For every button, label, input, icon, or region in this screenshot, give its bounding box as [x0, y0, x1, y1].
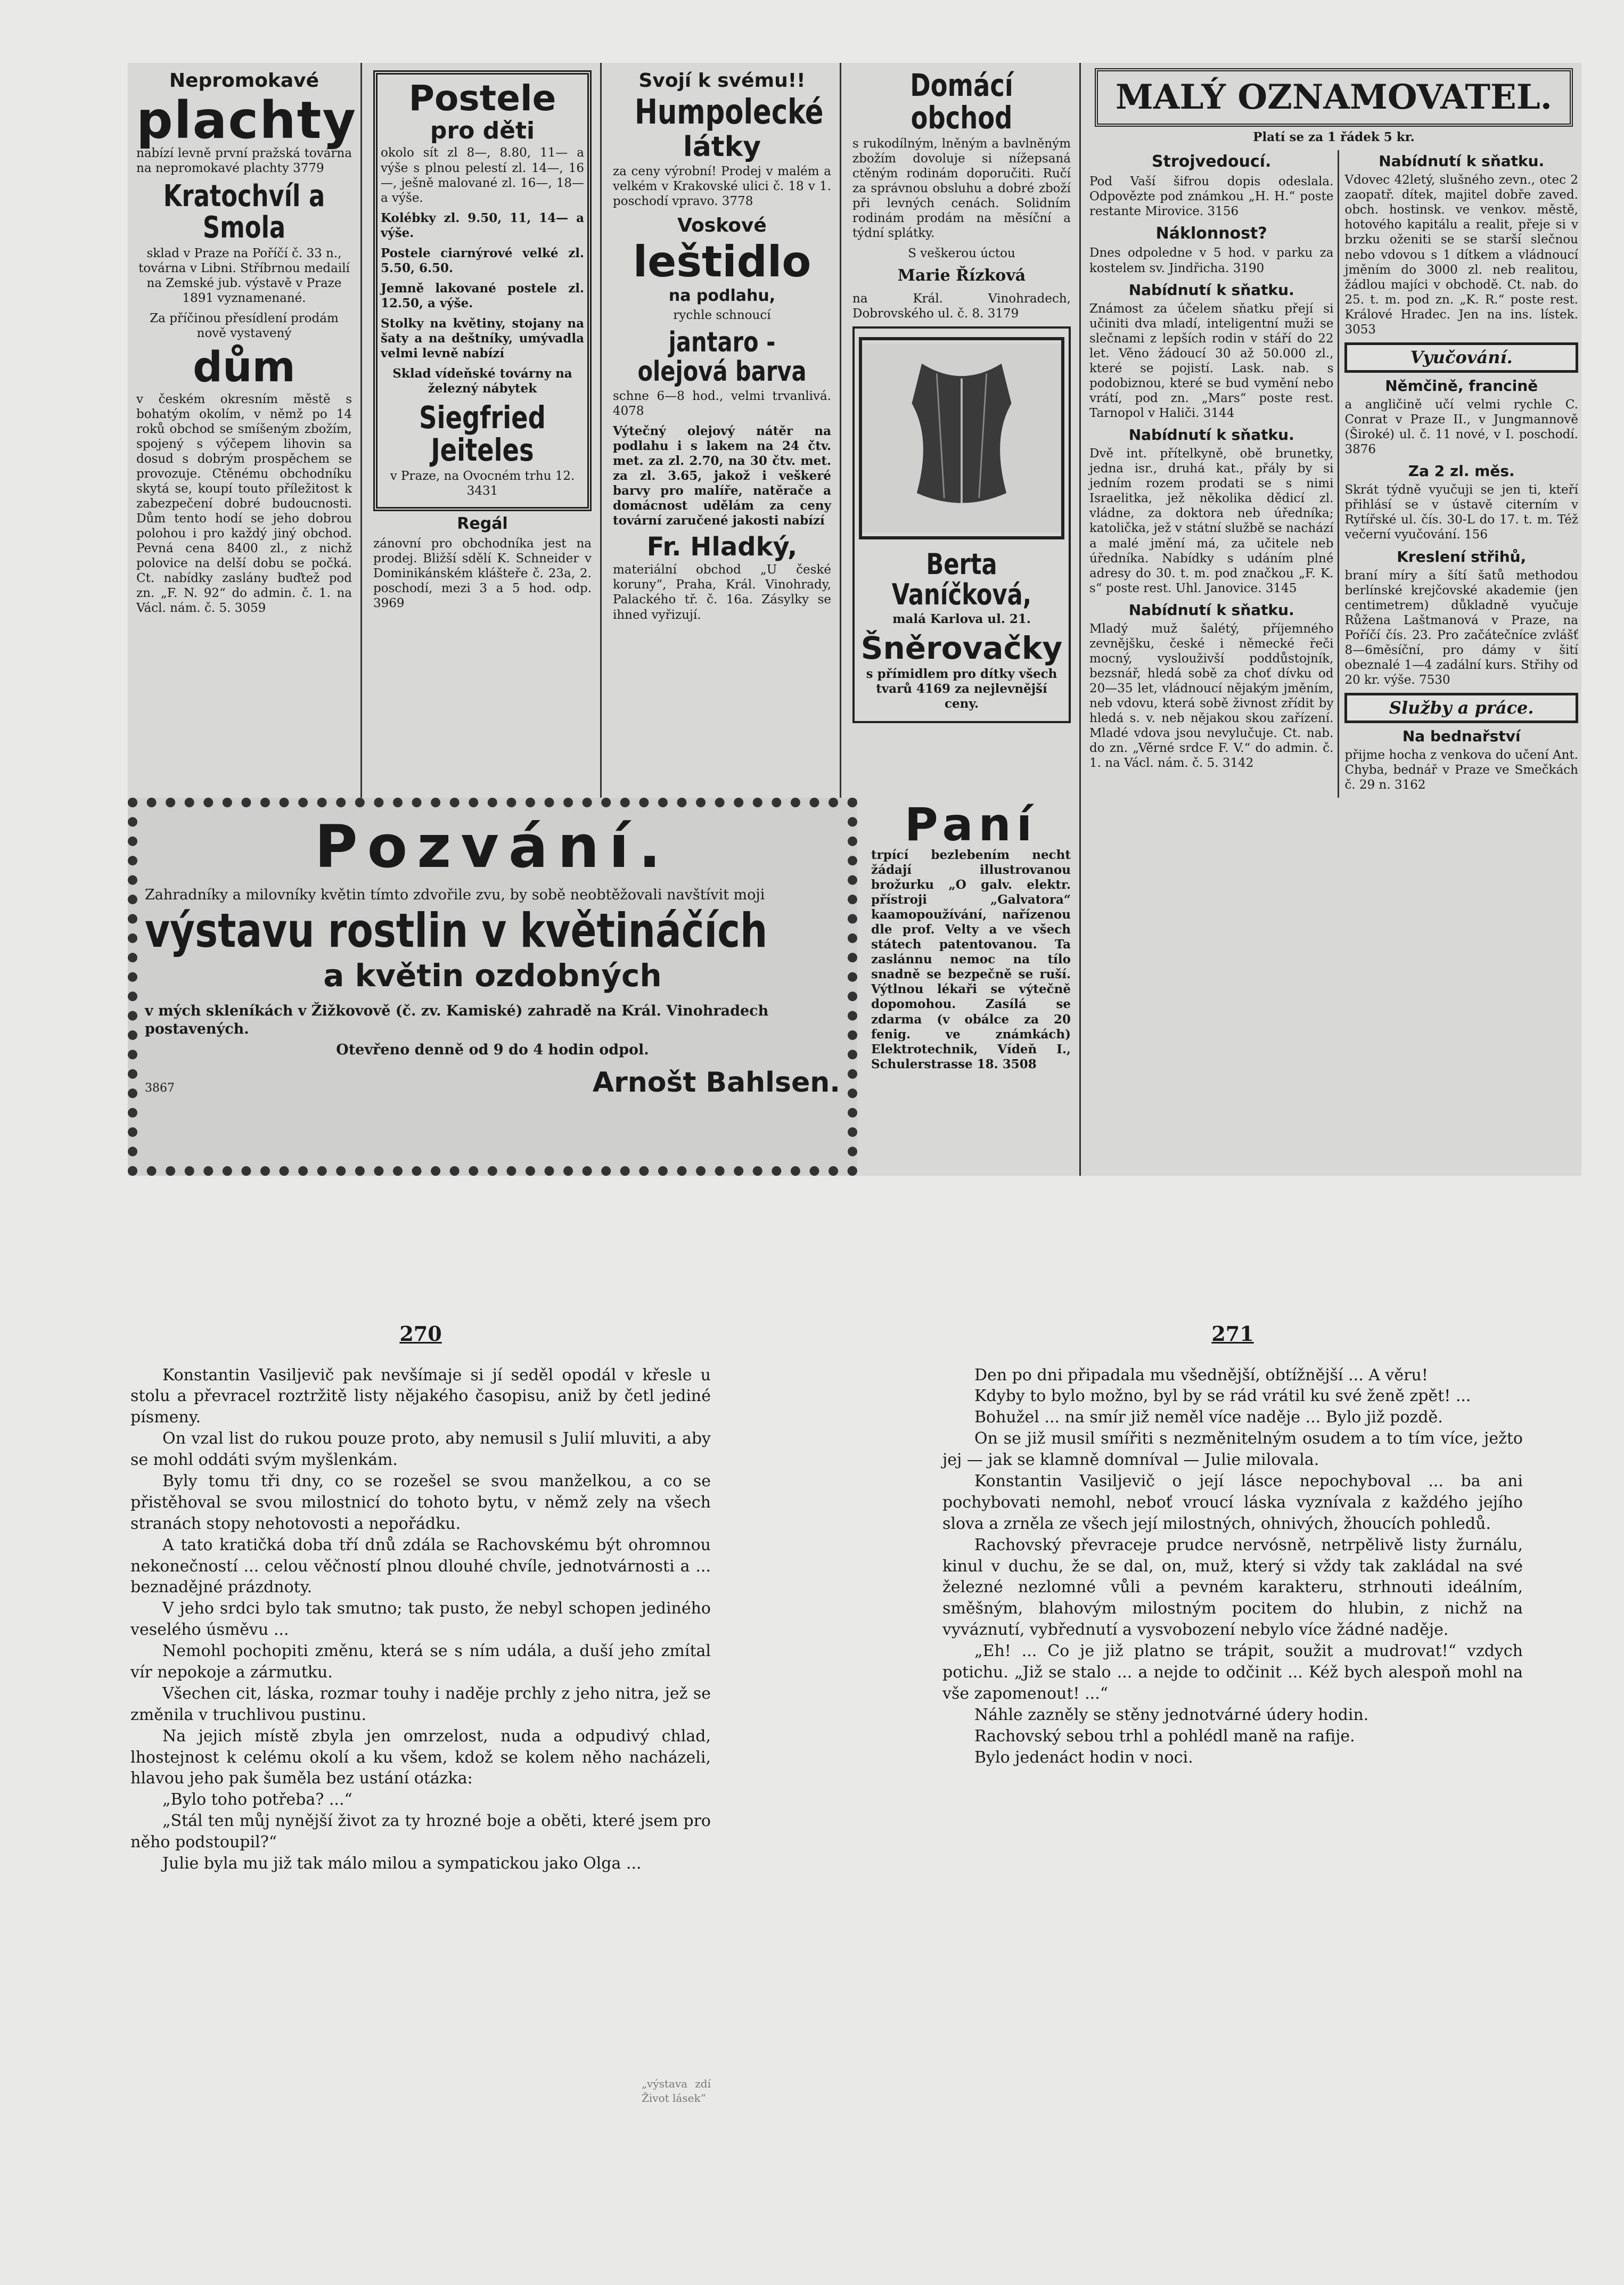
nemcine-title: Němčině, francině — [1385, 376, 1538, 395]
page-left-paragraph: Všechen cit, láska, rozmar touhy i naděje prchly z jeho nitra, jež se změnila v truchlivou pustinu. — [130, 1684, 711, 1724]
pozvani-sub: a květin ozdobných — [323, 957, 662, 994]
maly-oznamovatel-col-left — [1089, 150, 1339, 798]
humpolecke-heading: Humpolecké — [635, 92, 824, 132]
page-number-left: 270 — [399, 1322, 442, 1346]
kresleni-text: braní míry a šítí šatů methodou berlínské krejčovské akademie (jen centimetrem) důkladně vyučuje Růžena Laštmanová v Praze, na Poříčí čís. 23. Pro začátečníce zvlášť 8—6měsíční, pro dámy v šití obeznalé 1—4 zadální kurs. Střihy od 20 kr. výše. 7530 — [1344, 568, 1578, 687]
advertisement-section — [128, 63, 1581, 1176]
pozvani-text: v mých skleníkách v Žižkovově (č. zv. Kamiské) zahradě na Král. Vinohradech postavených. — [145, 1002, 769, 1037]
domaci-heading: Domácí obchod — [910, 67, 1013, 136]
page-right-paragraph: Konstantin Vasiljevič o její lásce nepochyboval ... ba ani pochybovati nemohl, neboť vroucí láska vyznívala z každého jejího slova a zrněla ze všech její milostných, ohnivých, žhoucích pohledů. — [942, 1471, 1523, 1533]
pozvani-title: Pozvání. — [315, 813, 670, 881]
corset-icon — [859, 337, 1064, 539]
pozvani-num: 3867 — [145, 1082, 175, 1095]
page-right-paragraph: Rachovský sebou trhl a pohlédl maně na rafije. — [974, 1726, 1355, 1746]
bednarstvi-text: přijme hocha z venkova do učení Ant. Chyba, bednář v Praze ve Smečkách č. 29 n. 3162 — [1344, 748, 1578, 792]
vyucovani-heading: Vyučování. — [1344, 342, 1578, 373]
page-right-paragraph: Náhle zazněly se stěny jednotvárné údery hodin. — [974, 1705, 1369, 1724]
domaci-name: Marie Řízková — [897, 266, 1026, 285]
nabidnuti3-title: Nabídnutí k sňatku. — [1128, 601, 1294, 619]
page-right — [942, 1321, 1523, 1768]
ad-column-plachty — [128, 63, 362, 798]
page-left — [130, 1321, 711, 2104]
rychle-text: rychle schnoucí — [673, 308, 771, 323]
strojvedouci-title: Strojvedoucí. — [1152, 152, 1272, 171]
page-left-paragraph: Konstantin Vasiljevič pak nevšímaje si jí seděl opodál v křesle u stolu a převracel roztržitě listy nějakého časopisu, aniž by četl jediné písmeny. — [130, 1365, 711, 1427]
maly-oznamovatel-col-right — [1344, 150, 1578, 798]
postele-jemne: Jemně lakované postele zl. 12.50, a výše. — [381, 281, 584, 310]
postele-firm: Siegfried Jeiteles — [419, 399, 546, 469]
humpolecke-sub: látky — [683, 131, 761, 163]
page-left-paragraph: „Stál ten můj nynější život za ty hrozné boje a oběti, které jsem pro něho podstoupil?“ — [130, 1812, 711, 1852]
plachty-firm: Kratochvíl a Smola — [163, 179, 325, 245]
page-left-paragraph: A tato kratičká doba tří dnů zdála se Rachovskému být ohromnou nekonečností ... celou věčností plnou dlouhé chvíle, jednotvárnosti a ... beznadějné prázdnoty. — [130, 1535, 711, 1597]
page-left-paragraph: Na jejich místě zbyla jen omrzelost, nuda a odpudivý chlad, lhostejnost k celému okolí a ku všem, kdož se kolem něho nacházeli, hlavou jeho pak šuměla bez ustání otázka: — [130, 1726, 711, 1788]
regal-title: Regál — [457, 514, 508, 534]
regal-text: zánovní pro obchodníka jest na prodej. Bližší sdělí K. Schneider v Dominikánském klášteře č. 23a, 2. poschodí, mezi 3 a 5 hod. odp. 3969 — [373, 536, 592, 610]
plachty-text: nabízí levně první pražská továrna na nepromokavé plachty 3779 — [136, 146, 352, 175]
domaci-greeting: S veškerou úctou — [908, 247, 1015, 261]
jantar-heading: jantaro - olejová barva — [637, 326, 807, 388]
pani-text: trpící bezlebením necht žádají illustrovanou brožurku „O galv. elektr. přístroji „Galvatora“ kaamopoužívání, nařízenou dle prof. Velty a ve všech státech patentovanou. Ta zaslánnu nemoc na tílo snadně se bezpečně se ruší. Výtlnou lékaři se výtečně dopomohou. Zasílá se zdarma (v obálce za 20 fenig. ve známkách) Elektrotechnik, Vídeň I., Schulerstrasse 18. 3508 — [871, 848, 1071, 1071]
nemcine-text: a angličině učí velmi rychle C. Conrat v Praze II., v Jungmannově (Široké) ul. č. 11 nové, v I. poschodí. 3876 — [1344, 397, 1578, 457]
page-left-paragraph: „Bylo toho potřeba? ...“ — [162, 1790, 352, 1809]
maly-oznamovatel-heading: MALÝ OZNAMOVATEL. — [1095, 68, 1573, 127]
postele-heading: Postele — [408, 78, 556, 119]
hladky-address: materiální obchod „U české koruny“, Praha, Král. Vinohrady, Palackého tř. č. 16a. Zásylky se ihned vyřizují. — [613, 563, 831, 622]
pozvani-big: výstavu rostlin v květináčích — [145, 903, 768, 958]
postele-calnyrove: Postele ciarnýrové velké zl. 5.50, 6.50. — [381, 245, 584, 275]
ad-column-domaci — [844, 63, 1081, 798]
page-right-paragraph: On se již musil smířiti s nezměnitelným osudem a to tím více, ježto jej — jak se klamně domníval — Julie milovala. — [942, 1429, 1523, 1470]
page-right-paragraph: Den po dni připadala mu všednější, obtížnější ... A věru! — [974, 1365, 1428, 1385]
pozvani-signature: Arnošt Bahlsen. — [592, 1067, 840, 1099]
ad-column-humpolecke — [604, 63, 841, 798]
page-left-paragraph: Byly tomu tři dny, co se rozešel se svou manželkou, a co se přistěhoval se svou milostnicí do tohoto bytu, v němž zely na všech stranách stopy nehotovosti a nepořádku. — [130, 1471, 711, 1533]
page-caption: „výstava zdí Život lásek“ — [642, 2077, 711, 2104]
pani-ad — [863, 798, 1081, 1176]
ad-column-postele — [365, 63, 602, 798]
house-intro: Za příčinou přesídlení prodám nově vystavený — [150, 311, 339, 340]
snerovacky-heading: Šněrovačky — [860, 630, 1063, 667]
nabidnuti2-title: Nabídnutí k sňatku. — [1128, 426, 1294, 444]
berta-address: malá Karlova ul. 21. — [892, 612, 1031, 627]
postele-sub: pro děti — [430, 117, 535, 145]
page-right-paragraph: Bylo jedenáct hodin v noci. — [974, 1748, 1193, 1767]
postele-text: okolo sít zl 8—, 8.80, 11— a výše s plnou pelestí zl. 14—, 16—, ješně malované zl. 16—, 18— a výše. — [381, 146, 584, 205]
hladky-firm: Fr. Hladký, — [646, 531, 798, 562]
domaci-text: s rukodílným, lněným a bavlněným zbožím dovoluje si nížepsaná ctěným rodinám doporučiti. Ručí za správnou obsluhu a dobré zboží při levných cenách. Solidním rodinám prodám na měsíční a týdní splátky. — [852, 136, 1071, 241]
page-right-paragraph: Bohužel ... na smír již neměl více naděje ... Bylo již pozdě. — [974, 1408, 1443, 1427]
postele-sklad: Sklad vídeňské továrny na železný nábytek — [392, 366, 572, 396]
vosk-big: leštidlo — [633, 236, 811, 286]
house-text: v českém okresním městě s bohatým okolím, v němž po 14 roků obchod se smíšeným zbožím, spojený s výčepem lihovin sa dosud s dobrým prospěchem se provozuje. Ctěnému obchodníku skytá se, koupí touto příležitost k zabezpečení dobré budoucnosti. Dům tento hodí se jeho dobrou polohou i pro každý jiný obchod. Pevná cena 8400 zl., z nichž polovice na delší dobu se počká. Ct. nabídky zaslány buďtež pod zn. „F. N. 92“ do admin. č. 1. na Václ. nám. č. 5. 3059 — [136, 392, 352, 616]
nabidnuti3-text: Mladý muž šalétý, příjemného zevnějšku, české i německé řeči mocný, vyslouživší poddůstojník, bezsnář, hledá sobě za choť dívku od 20—35 let, vládnoucí nějakým jměním, neb vdovu, která sobě živnost zřídit by hledá s. v. neb nějakou skou zařízení. Mladé vdova jsou nevylučuje. Ct. nab. do zn. „Věrné srdce F. V.“ do admin. č. 1. na Václ. nám. č. 5. 3142 — [1089, 621, 1334, 771]
page-left-paragraph: V jeho srdci bylo tak smutno; tak pusto, že nebyl schopen jediného veselého úsměvu ... — [130, 1599, 711, 1640]
nabidnuti4-text: Vdovec 42letý, slušného zevn., otec 2 zaopatř. dítek, majitel dobře zaved. obch. hostinsk. ve venkov. městě, hotového kapitálu a realit, přeje si v brzku oženiti se se starší slečnou nebo vdovou s 1 dítkem a vládnoucí jměním do 3000 zl. neb realitou, žádlou majíci v obchodě. Ct. nab. do 25. t. m. pod zn. „K. R.“ poste rest. Králové Hradec. Jen na ins. lístek. 3053 — [1344, 173, 1578, 337]
domaci-address: na Král. Vinohradech, Dobrovského ul. č. 8. 3179 — [852, 291, 1071, 321]
nabidnuti1-title: Nabídnutí k sňatku. — [1128, 281, 1294, 299]
pozvani-intro: Zahradníky a milovníky květin tímto zdvořile zvu, by sobě neobtěžovali navštívit moji — [145, 887, 765, 903]
strojvedouci-text: Pod Vaší šifrou dopis odeslala. Odpovězte pod známkou „H. H.“ poste restante Mirovice. 3156 — [1089, 174, 1334, 218]
bednarstvi-title: Na bednařství — [1402, 727, 1521, 746]
humpolecke-heading-small: Svojí k svému!! — [638, 70, 806, 92]
postele-address: v Praze, na Ovocném trhu 12. 3431 — [390, 469, 575, 498]
za2-text: Skrát týdně vyučuji se jen ti, kteří přihlásí se v ústavě citerním v Rytířské ul. čís. 30-L do 17. t. m. Též večerní vyučování. 156 — [1344, 483, 1578, 542]
page-number-right: 271 — [1211, 1322, 1254, 1346]
page-left-paragraph: Nemohl pochopiti změnu, která se s ním udála, a duší jeho zmítal vír nepokoje a zármutku. — [130, 1642, 711, 1682]
pozvani-ad — [128, 798, 857, 1176]
sluzby-heading: Služby a práce. — [1344, 693, 1578, 723]
naklonnost-text: Dnes odpoledne v 5 hod. v parku za kostelem sv. Jindřicha. 3190 — [1089, 246, 1334, 275]
plachty-heading-small: Nepromokavé — [169, 70, 319, 92]
kresleni-title: Kreslení střihů, — [1397, 547, 1527, 566]
naklonnost-title: Náklonnost? — [1155, 224, 1267, 243]
plachty-heading: plachty — [136, 90, 357, 150]
pani-title: Paní — [904, 798, 1038, 851]
za2-title: Za 2 zl. měs. — [1408, 462, 1515, 480]
page-right-paragraph: Kdyby to bylo možno, byl by se rád vrátil ku své ženě zpět! ... — [974, 1387, 1471, 1406]
book-pages — [0, 1321, 1624, 2285]
plachty-address: sklad v Praze na Poříčí č. 33 n., továrna v Libni. Stříbrnou medailí na Zemské jub. výstavě v Praze 1891 vyznamenané. — [138, 246, 350, 305]
schne-text: schne 6—8 hod., velmi trvanlivá. 4078 — [613, 389, 831, 418]
berta-name: Berta Vaníčková, — [891, 547, 1032, 611]
house-word: dům — [193, 343, 296, 391]
page-right-paragraph: Rachovský převraceje prudce nervósně, netrpělivě listy žurnálu, kinul v duchu, že se dal, on, muž, který si vždy tak zakládal na své železné nezlomné vůli a pevném karakteru, strhnouti ideálním, směšným, blahovým milostným pocitem do hlubin, z nichž na vyváznutí, vybřednutí a vysvobození nebylo více žádné naděje. — [942, 1535, 1523, 1640]
nabidnuti4-title: Nabídnutí k sňatku. — [1379, 152, 1545, 170]
vosk-sub: na podlahu, — [668, 286, 776, 305]
maly-oznamovatel — [1086, 63, 1581, 1176]
nabidnuti2-text: Dvě int. přítelkyně, obě brunetky, jedna isr., druhá kat., přály by si jedním rozem prodati se s nimi Israelitka, jež několika dědicí zl. vládne, za doktora neb úředníka; katolička, jež v státní službě se nachází a malé jmění má, za učitele neb úředníka. Nabídky s udáním plné adresy do 30. t. m. pod značkou „F. K. s“ poste rest. Uhl. Janovice. 3145 — [1089, 447, 1334, 595]
snerovacky-text: s přímidlem pro dítky všech tvarů 4169 za nejlevnější ceny. — [866, 667, 1057, 711]
nabidnuti1-text: Známost za účelem sňatku přejí si učiniti dva mladí, inteligentní muži se slečnami z lepších rodin v stáří do 22 let. Věno žádoucí 30 až 50.000 zl., které se pojistí. Lask. nab. s podobiznou, které se bud vymění nebo vrátí, pod zn. „Mars“ poste rest. Tarnopol v Haliči. 3144 — [1089, 301, 1334, 421]
pozvani-hours: Otevřeno denně od 9 do 4 hodin odpol. — [336, 1042, 649, 1059]
maly-oznamovatel-price: Platí se za 1 řádek 5 kr. — [1253, 130, 1415, 145]
page-left-paragraph: Julie byla mu již tak málo milou a sympatickou jako Olga ... — [162, 1854, 642, 1873]
vytecny-text: Výtečný olejový nátěr na podlahu i s lakem na 24 čtv. met. za zl. 2.70, na 30 čtv. met. za zl. 3.65, jakož i veškeré barvy pro malíře, natěrače a domácnost udělám za ceny tovární zaručené jakosti nabízí — [613, 423, 831, 528]
page-left-paragraph: On vzal list do rukou pouze proto, aby nemusil s Julií mluviti, a aby se mohl oddáti svým myšlenkám. — [130, 1429, 711, 1470]
postele-kolebky: Kolébky zl. 9.50, 11, 14— a výše. — [381, 210, 584, 240]
humpolecke-text: za ceny výrobní! Prodej v malém a velkém v Krakovské ulici č. 18 v 1. poschodí vpravo. 3778 — [613, 164, 831, 208]
page-right-paragraph: „Eh! ... Co je již platno se trápit, soužit a mudrovat!“ vzdych potichu. „Již se stalo ... a nejde to odčinit ... Kéž bych alespoň mohl na vše zapomenout! ...“ — [942, 1642, 1523, 1703]
postele-stolky: Stolky na květiny, stojany na šaty a na deštníky, umývadla velmi levně nabízí — [381, 316, 584, 361]
vosk-small: Voskové — [677, 214, 767, 236]
